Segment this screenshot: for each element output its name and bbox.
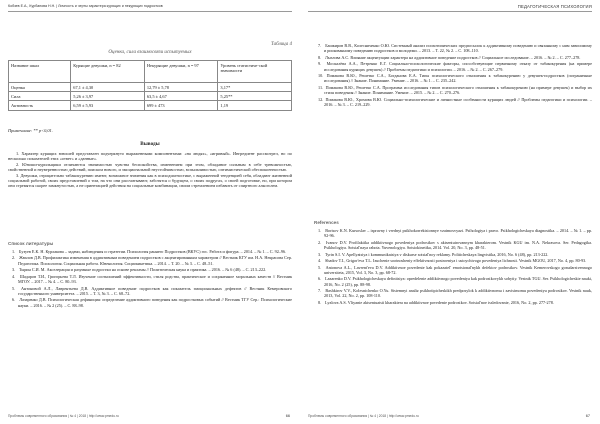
list-item xyxy=(314,240,592,251)
references-en-heading: References xyxy=(314,220,339,225)
table-cell: 1,19 xyxy=(218,101,292,110)
list-item xyxy=(314,265,592,276)
reference-number: 5. xyxy=(12,285,16,291)
page-footer: Проблемы современного образования | № 4 | 2018 | http://www.pmedu.ru xyxy=(308,414,419,418)
reference-text: Бузуев Е.К. Н. Курлакова – задачи, наблюдения и стратегии. Психология раннего Подростков (ВКУС) гос. Работа и фигура. – 2014. – № 1. – С. 92–96. xyxy=(19,249,287,254)
reference-text: Помакова В.Ю., Решетко С.А. Программа исследования типов психологического отношения к табакокурению (на примере девушек) и выбор их стиля поведения // Знание. Понимание. Умение. – 2015. – № 2. – С. 270–276. xyxy=(324,84,592,96)
reference-text: Тырин С.И. М. Акселерация и разумные подростки на основе рекламы // Политическая наука и практика. – 2016. – № 6 (48). – С. 213–222. xyxy=(19,267,267,273)
table-cell: 12,79 ± 5,78 xyxy=(144,83,218,92)
table-title: Оценка, сила взаимосвязи испытуемых xyxy=(108,50,192,55)
reference-number: 2. xyxy=(318,239,322,245)
data-table xyxy=(8,60,292,111)
list-item xyxy=(314,228,592,239)
conclusion-paragraph: 1. Характер курящих юношей представлен подчеркнуто выраженными компонентами: «на людях», «игривый». Ингредиент рассмотрел, но по несколько показателей этих «ответ» и «данные». xyxy=(8,151,292,162)
list-item xyxy=(8,297,292,308)
reference-number: 1. xyxy=(318,228,322,233)
references-list-continued xyxy=(314,43,592,108)
table-cell: 63,5 ± 4,67 xyxy=(144,92,218,101)
list-item xyxy=(314,73,592,84)
table-row xyxy=(9,101,292,110)
list-item xyxy=(314,252,592,257)
reference-text: Antonova A.L., Lavrent'eva D.V. Addiktivnoe povedenie kak pokazatel' emotsional'nykh defektov podrostkov. Vestnik Kemerovskogo gosudarstvennogo universiteta, 2015, Vol. 3, No. 3, pp. 68-72. xyxy=(324,264,592,275)
table-header-row xyxy=(9,61,292,83)
reference-number: 8. xyxy=(318,54,322,60)
reference-text: Shadov T.I., Grigor'eva T.L. Izuchenie sootnosheniy effektivnosti postroeniya i ustoychivogo povedeniya lichnosti. Vestnik MGOU, 2017, No. 4, pp. 80-93. xyxy=(325,258,587,264)
page-number: 66 xyxy=(285,414,290,418)
conclusions-body xyxy=(8,151,292,189)
reference-number: 10. xyxy=(318,73,324,79)
conclusions-heading: Выводы xyxy=(140,141,160,147)
reference-text: Антоновой А.Л., Лаврентьева Д.В. Аддиктивное поведение подростков как показатель эмоциональных дефектов // Вестник Кемеровского государственного университета. – 2015. – Т. 3, № 3. – С. 68–72. xyxy=(18,285,293,296)
header-rule xyxy=(8,11,292,12)
reference-text: Помакова В.Ю., Хромова В.Ю. Социально-психологические и личностные особенности курящих людей // Проблемы педагогики и психологии. – 2016. – № 3. – С. 219–229. xyxy=(324,96,593,107)
reference-number: 4. xyxy=(318,258,322,264)
reference-number: 3. xyxy=(318,251,322,257)
reference-number: 6. xyxy=(12,297,16,303)
header-rule xyxy=(308,11,592,12)
reference-number: 1. xyxy=(12,249,16,254)
table-caption: Таблица 4 xyxy=(271,42,292,47)
reference-text: Lyzlova A.S. Vliyanie aktsentuatsii kharaktera na addiktivnoe povedenie podrostkov. Sotsial'noe issledovanie, 2016, No. 2, pp. 277-278. xyxy=(325,299,554,305)
reference-text: Bashkirov V.V., Kolesnichenko O.Yu. Sistemnyi analiz psikhotipicheskikh predposylok k addiktivnomu i zavisimomu povedeniyu podrostkov. Vestnik nauk, 2013, Vol. 22, No. 2, pp. 108-110. xyxy=(324,288,592,299)
reference-number: 3. xyxy=(12,267,16,273)
list-item xyxy=(314,55,592,60)
table-cell: 5,25** xyxy=(218,92,292,101)
reference-text: Башкиров В.В., Колесниченко О.Ю. Системный анализ психотипических предпосылок к аддиктивному поведению и связанному с ним зависимому и рискованному поведению подростков и молодежи. – 2013. – Т. 22, № 2. – С. 108–110. xyxy=(324,43,592,54)
running-header: Кобзев Е.А., Курбанова Н.Н. | Личность и черты характера курящих и некурящих подростков xyxy=(8,4,163,8)
reference-text: Лызлова А.С. Влияние акцентуации характера на аддиктивное поведение подростков // Социальное исследование. – 2016. – № 2. – С. 277–278. xyxy=(325,54,581,60)
reference-text: Лазаренко Д.В. Психологическая дефиниция: определение аддиктивного поведения как подростковых событий // Вестник ТГУ Сер.: Психологические науки. – 2016. – № 2 (25). – С. 88–98. xyxy=(18,297,293,308)
references-list xyxy=(8,249,292,309)
reference-text: Москалёва А.А., Петренко Е.Г. Социально-психологические факторы, способствующие первичному отказу от табакокурения (на примере исследования курящих девушек) // Проблемы педагогики и психологии. – 2016. – № 2. – С. 267–279. xyxy=(324,61,592,72)
list-item xyxy=(314,258,592,263)
reference-number: 12. xyxy=(318,96,324,102)
table-cell: 699 ± 473 xyxy=(144,101,218,110)
references-heading: Список литературы xyxy=(8,241,54,246)
reference-number: 5. xyxy=(318,264,322,270)
list-item xyxy=(314,85,592,96)
reference-text: Помакова В.Ю., Решетко С.А., Богданова Е.А. Типы психологического отношения к табакокурению у девушек-подростков (пограничные исследования) // Знание. Понимание. Умение. – 2016. – № 1. – С. 235–242. xyxy=(324,73,593,84)
list-item xyxy=(8,274,292,285)
reference-number: 4. xyxy=(12,273,16,279)
reference-text: Borisov K.N. Kursoslav – ispravny i vrednyi psikhokorrektsionnye vzaimosvyazi. Psihologiya i pravo. Psikhologicheskaya diagnostika. – 2014. – № 1. – pp. 92-96. xyxy=(324,228,593,239)
reference-text: Ivanov D.V. Profilaktika addiktivnogo povedeniya podrostkov s aktsentuirovannym kharakterom. Vestnik KGU im. N.A. Nekrasova. Ser. Pedagogika. Psikhologiya. Sotsial'naya rabota. Yuvenologiya. Sotsiokinetika, 2014. Vol. 20, No. 3, pp. 48-51. xyxy=(324,239,593,251)
list-item xyxy=(314,276,592,287)
table-cell: Активность xyxy=(9,101,71,110)
conclusion-paragraph: 3. Девушки, отрицательно табакокурению имеют, возможное значения как в психодиагностике, с выраженной тенденцией себя, обладают жизненной социальной работой, своих представлений о том, на что они рассчитывают, заботятся о будущем, о своих подругах, о своей подготовке, но, при котором они стремятся скорее замкнутостью, а не ориентацией действия на социальные комбинации, своим стремлением избавить от спиртного алкоголем. xyxy=(8,172,292,189)
reference-number: 7. xyxy=(318,288,322,294)
list-item xyxy=(8,249,292,254)
table-cell: 67,1 ± 4,30 xyxy=(71,83,145,92)
table-cell: 6,59 ± 5,93 xyxy=(71,101,145,110)
list-item xyxy=(314,97,592,108)
table-row xyxy=(9,92,292,101)
conclusion-paragraph: 2. Юноши-курильщики отличаются значимостью чувства беспокойства, изменением при этом, обладание сильным в себе тревожностью, свойственной и неуверенностью действий, поиском нового, и эмоциональной неустойчивостью, вспыльчивостью, оптимистической обеспокоенностью. xyxy=(8,161,292,173)
reference-text: Tyrin S.I. V. Apellyatsiya i kommunikatsiya v diskurse sotsial'noy reklamy. Politicheskaya lingvistika, 2016, No. 6 (48), pp. 213-222. xyxy=(324,251,549,257)
right-page xyxy=(300,0,600,424)
reference-text: Lazarenko D.V. Psikhologicheskaya definitsiya: opredelenie addiktivnogo povedeniya kak podrostkovykh sobytiy. Vestnik TGU. Ser. Psikhologicheskie nauki, 2016, No. 2 (25), pp. 88-98. xyxy=(324,276,592,287)
table-header-cell: Уровень статистиче-ской значимости xyxy=(218,61,292,83)
reference-text: Жвалов Д.В. Профилактика изменения в аддиктивным поведением подростков с акцентированным характером // Вестник КГУ им. Н.А. Некрасова Сер. Педагогика. Психология. Социальная работа. Ювенология. Социокинетика. – 2014. – Т. 20. – № 3. – С. 48–51. xyxy=(18,255,292,266)
list-item xyxy=(314,61,592,72)
list-item xyxy=(8,255,292,266)
list-item xyxy=(8,267,292,272)
page-footer: Проблемы современного образования | № 4 | 2018 | http://www.pmedu.ru xyxy=(8,414,119,418)
reference-number: 2. xyxy=(12,255,16,261)
reference-number: 9. xyxy=(318,61,322,67)
table-header-cell: Курящие девушки, n = 82 xyxy=(71,61,145,83)
list-item xyxy=(314,288,592,299)
list-item xyxy=(314,300,592,305)
table-cell: 3,17* xyxy=(218,83,292,92)
table-header-cell: Некурящие девушки, n = 97 xyxy=(144,61,218,83)
reference-number: 11. xyxy=(318,84,324,90)
running-header: ПЕДАГОГИЧЕСКАЯ ПСИХОЛОГИЯ xyxy=(517,4,592,9)
table-note: Примечание: ** p<0,01. xyxy=(8,128,53,133)
table-header-cell: Название шкал xyxy=(9,61,71,83)
reference-text: Шадаров Т.И., Григорьева Т.Л. Изучение соотношений эффективности, стиля родства, практическое и сохраненное моральных качеств // Вестник МГОУ. – 2017. – № 4. – С. 80–93. xyxy=(18,273,292,285)
list-item xyxy=(314,43,592,54)
table-cell: Сила xyxy=(9,92,71,101)
table-cell: Оценка xyxy=(9,83,71,92)
reference-number: 6. xyxy=(318,276,322,282)
reference-number: 7. xyxy=(318,43,322,48)
reference-number: 8. xyxy=(318,299,322,305)
table-cell: 5,26 ± 3,97 xyxy=(71,92,145,101)
page-number: 67 xyxy=(585,414,590,418)
references-en-list xyxy=(314,228,592,306)
table-row xyxy=(9,83,292,92)
list-item xyxy=(8,286,292,297)
